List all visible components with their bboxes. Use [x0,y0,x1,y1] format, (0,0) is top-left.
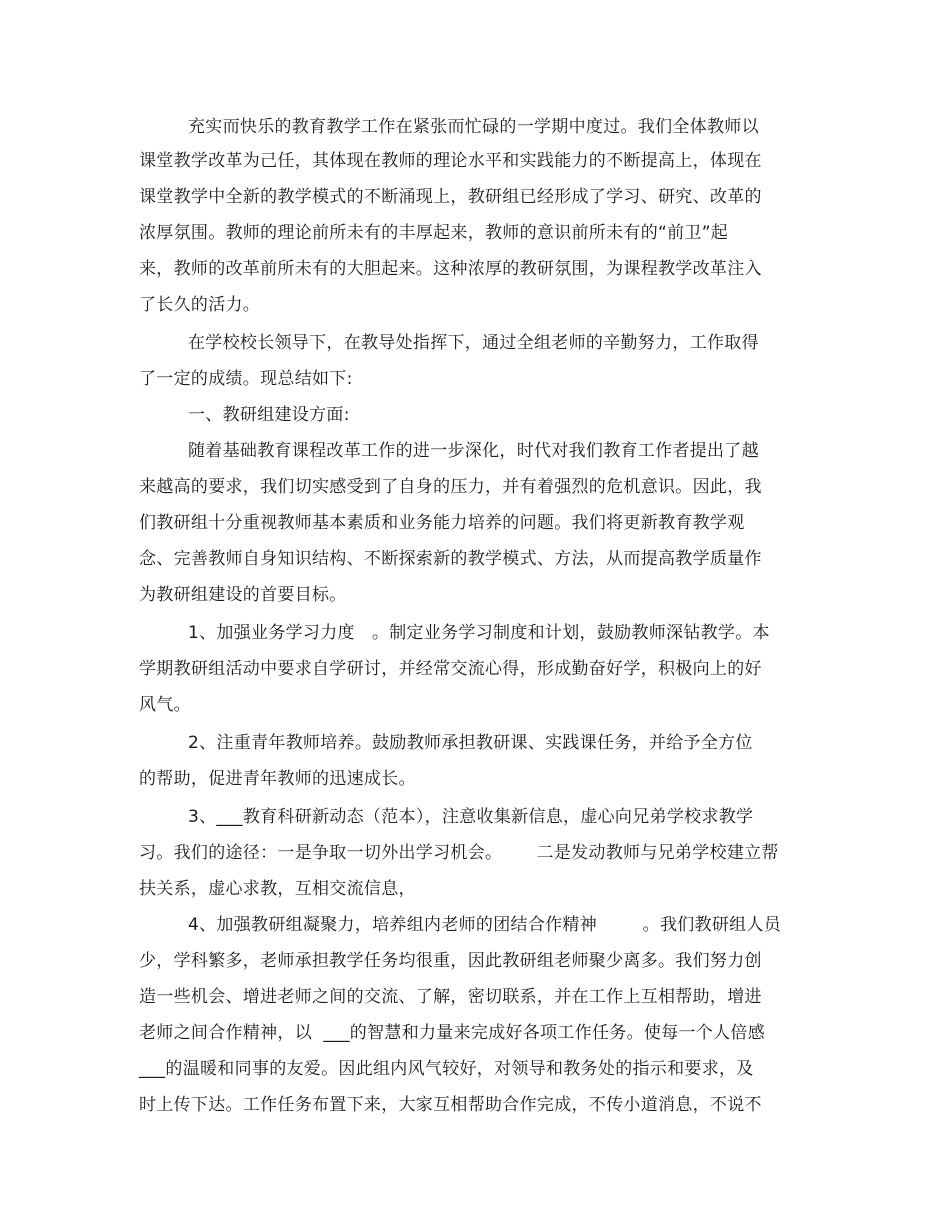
list-item-3: 3、___教育科研新动态（范本），注意收集新信息，虚心向兄弟学校求教学 [188,807,754,827]
text-line: 的帮助，促进青年教师的迅速成长。 [139,769,416,789]
text-line: 念、完善教师自身知识结构、不断探索新的教学模式、方法，从而提高教学质量作 [139,549,762,569]
text-line: 在学校校长领导下，在教导处指挥下，通过全组老师的辛勤努力，工作取得 [188,333,759,353]
text-line: 们教研组十分重视教师基本素质和业务能力培养的问题。我们将更新教育教学观 [139,513,745,533]
text-line: 了一定的成绩。现总结如下: [139,369,353,389]
text-line: 扶关系，虚心求教，互相交流信息， [139,879,416,899]
text-line: 时上传下达。工作任务布置下来，大家互相帮助合作完成，不传小道消息，不说不 [139,1095,762,1115]
text-line: 少，学科繁多，老师承担教学任务均很重，因此教研组老师聚少离多。我们努力创 [139,951,762,971]
text-line: 习。我们的途径：一是争取一切外出学习机会。 二是发动教师与兄弟学校建立帮 [139,843,779,863]
text-line: 老师之间合作精神，以 ___的智慧和力量来完成好各项工作任务。使每一个人倍感 [139,1023,766,1043]
text-line: 造一些机会、增进老师之间的交流、了解，密切联系，并在工作上互相帮助，增进 [139,987,762,1007]
text-line: 来越高的要求，我们切实感受到了自身的压力，并有着强烈的危机意识。因此，我 [139,477,762,497]
list-item-1: 1、加强业务学习力度 。制定业务学习制度和计划，鼓励教师深钻教学。本 [188,623,770,643]
section-heading: 一、教研组建设方面: [188,405,350,425]
text-line: 来，教师的改革前所未有的大胆起来。这种浓厚的教研氛围，为课程教学改革注入 [139,259,762,279]
text-line: 为教研组建设的首要目标。 [139,585,347,605]
text-line: 风气。 [139,695,191,715]
list-item-4: 4、加强教研组凝聚力，培养组内老师的团结合作精神 。我们教研组人员 [188,915,782,935]
text-line: 课堂教学中全新的教学模式的不断涌现上，教研组已经形成了学习、研究、改革的 [139,187,762,207]
text-line: 充实而快乐的教育教学工作在紧张而忙碌的一学期中度过。我们全体教师以 [188,117,759,137]
text-line: ___的温暖和同事的友爱。因此组内风气较好，对领导和教务处的指示和要求，及 [139,1059,754,1079]
list-item-2: 2、注重青年教师培养。鼓励教师承担教研课、实践课任务，并给予全方位 [188,733,753,753]
text-line: 随着基础教育课程改革工作的进一步深化，时代对我们教育工作者提出了越 [188,441,759,461]
text-line: 课堂教学改革为己任，其体现在教师的理论水平和实践能力的不断提高上，体现在 [139,151,762,171]
text-line: 浓厚氛围。教师的理论前所未有的丰厚起来，教师的意识前所未有的“前卫”起 [139,223,729,243]
text-line: 学期教研组活动中要求自学研讨，并经常交流心得，形成勤奋好学，积极向上的好 [139,659,762,679]
text-line: 了长久的活力。 [139,295,261,315]
